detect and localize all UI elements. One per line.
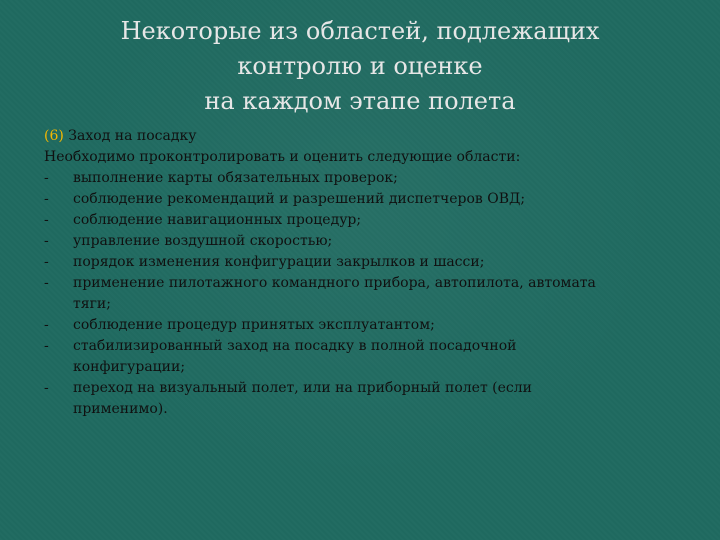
bullet-dash: - [44, 254, 49, 270]
list-item [44, 315, 704, 336]
list-item-text: порядок изменения конфигурации закрылков и шасси; [73, 254, 485, 270]
bullet-dash: - [44, 233, 49, 249]
intro-text: Необходимо проконтролировать и оценить следующие области: [44, 149, 521, 165]
list-item [44, 336, 704, 378]
list-item-text: соблюдение рекомендаций и разрешений диспетчеров ОВД; [73, 191, 526, 207]
title-line: Некоторые из областей, подлежащих [120, 17, 600, 45]
list-item-text: применимо). [73, 401, 168, 417]
bullet-dash: - [44, 191, 49, 207]
bullet-dash: - [44, 275, 49, 291]
list-item [44, 168, 704, 189]
list-item [44, 252, 704, 273]
list-item-text: тяги; [73, 296, 111, 312]
slide-body [44, 126, 704, 420]
section-title: Заход на посадку [68, 128, 197, 144]
title-line: контролю и оценке [237, 52, 483, 80]
list-item-text: управление воздушной скоростью; [73, 233, 333, 249]
list-item [44, 378, 704, 420]
list-item [44, 189, 704, 210]
list-item [44, 231, 704, 252]
section-heading [44, 126, 704, 147]
list-item-text: соблюдение навигационных процедур; [73, 212, 362, 228]
list-item-text: конфигурации; [73, 359, 186, 375]
bullet-dash: - [44, 338, 49, 354]
bullet-dash: - [44, 170, 49, 186]
title-line: на каждом этапе полета [204, 87, 516, 115]
list-item-text: стабилизированный заход на посадку в полной посадочной [73, 338, 517, 354]
slide-title [40, 14, 680, 119]
list-item-text: переход на визуальный полет, или на приборный полет (если [73, 380, 532, 396]
list-item [44, 210, 704, 231]
bullet-dash: - [44, 212, 49, 228]
bullet-dash: - [44, 380, 49, 396]
list-item-text: выполнение карты обязательных проверок; [73, 170, 398, 186]
list-item-text: соблюдение процедур принятых эксплуатантом; [73, 317, 435, 333]
section-number: (6) [44, 128, 64, 144]
bullet-dash: - [44, 317, 49, 333]
checklist-list [44, 168, 704, 420]
list-item-text: применение пилотажного командного прибора, автопилота, автомата [73, 275, 596, 291]
list-item [44, 273, 704, 315]
